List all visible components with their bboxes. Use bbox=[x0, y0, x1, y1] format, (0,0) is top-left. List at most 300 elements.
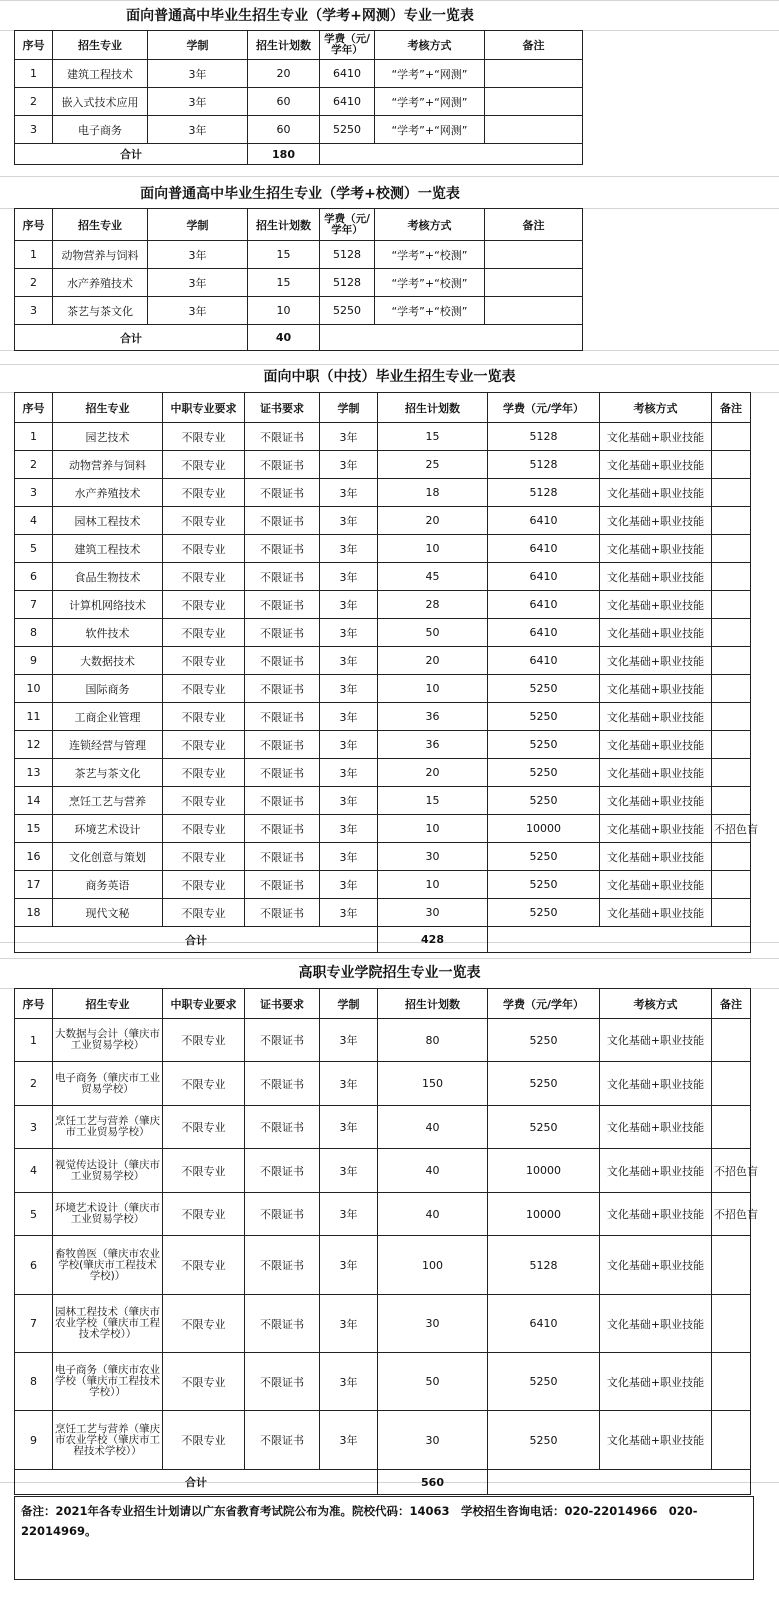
table-cell: 软件技术 bbox=[53, 619, 163, 647]
table-cell: 不招色盲 bbox=[712, 1149, 751, 1193]
table-row bbox=[15, 563, 751, 591]
table-cell: 不限专业 bbox=[163, 1062, 245, 1106]
table-cell: 文化基础+职业技能 bbox=[600, 1106, 712, 1149]
table-cell bbox=[488, 927, 751, 953]
table-cell: 不限专业 bbox=[163, 1019, 245, 1062]
table-cell: 6410 bbox=[488, 563, 600, 591]
table-cell: 文化基础+职业技能 bbox=[600, 619, 712, 647]
table-cell: 文化基础+职业技能 bbox=[600, 1411, 712, 1470]
table-cell: 60 bbox=[248, 88, 320, 116]
table-cell: 文化基础+职业技能 bbox=[600, 451, 712, 479]
table-cell: 3年 bbox=[320, 451, 378, 479]
table-cell: 文化基础+职业技能 bbox=[600, 1353, 712, 1411]
table-cell: 3年 bbox=[320, 507, 378, 535]
table-cell: 文化基础+职业技能 bbox=[600, 1193, 712, 1236]
table-cell bbox=[485, 269, 583, 297]
table-cell: 食品生物技术 bbox=[53, 563, 163, 591]
total-row bbox=[15, 1470, 751, 1495]
table-cell: 3年 bbox=[320, 899, 378, 927]
table-cell: 不限证书 bbox=[245, 423, 320, 451]
gridline bbox=[0, 958, 779, 959]
table-cell: 不限证书 bbox=[245, 815, 320, 843]
table-cell: 13 bbox=[15, 759, 53, 787]
table4-title: 高职专业学院招生专业一览表 bbox=[298, 965, 481, 981]
total-row bbox=[15, 927, 751, 953]
table-cell: 2 bbox=[15, 1062, 53, 1106]
table-cell: 不限证书 bbox=[245, 1295, 320, 1353]
table-cell: 不限专业 bbox=[163, 759, 245, 787]
table-cell: 6410 bbox=[488, 507, 600, 535]
table-row bbox=[15, 787, 751, 815]
table-cell bbox=[485, 60, 583, 88]
table-cell: 3年 bbox=[320, 759, 378, 787]
table-cell: 文化基础+职业技能 bbox=[600, 1295, 712, 1353]
table-row bbox=[15, 899, 751, 927]
table-cell: 视觉传达设计（肇庆市工业贸易学校） bbox=[53, 1149, 163, 1193]
table-row bbox=[15, 241, 583, 269]
table-cell: 3年 bbox=[148, 269, 248, 297]
column-header: 招生专业 bbox=[53, 393, 163, 423]
table-cell: 25 bbox=[378, 451, 488, 479]
table-cell: 20 bbox=[378, 759, 488, 787]
table-cell: 不限专业 bbox=[163, 1236, 245, 1295]
table-cell: 不限专业 bbox=[163, 1411, 245, 1470]
table-cell bbox=[712, 451, 751, 479]
total-value: 560 bbox=[378, 1470, 488, 1495]
column-header: 序号 bbox=[15, 209, 53, 241]
table-cell: 3年 bbox=[320, 1106, 378, 1149]
table-cell: 文化基础+职业技能 bbox=[600, 591, 712, 619]
table-cell: 10 bbox=[378, 675, 488, 703]
column-header: 考核方式 bbox=[600, 393, 712, 423]
table4 bbox=[14, 988, 758, 1495]
table-cell: 2 bbox=[15, 88, 53, 116]
table-cell: 3年 bbox=[320, 1411, 378, 1470]
table-cell bbox=[712, 535, 751, 563]
table-cell: 5250 bbox=[488, 675, 600, 703]
table-cell: 12 bbox=[15, 731, 53, 759]
table-cell: 园林工程技术（肇庆市农业学校（肇庆市工程技术学校）） bbox=[53, 1295, 163, 1353]
table-cell: 不限专业 bbox=[163, 563, 245, 591]
table-cell: 文化基础+职业技能 bbox=[600, 1062, 712, 1106]
table-cell: 3年 bbox=[148, 297, 248, 325]
table-cell: 15 bbox=[378, 787, 488, 815]
table-cell: 文化基础+职业技能 bbox=[600, 647, 712, 675]
table-row bbox=[15, 591, 751, 619]
table-cell: 10 bbox=[378, 535, 488, 563]
table-cell: 不限证书 bbox=[245, 787, 320, 815]
table-cell: 计算机网络技术 bbox=[53, 591, 163, 619]
table-cell bbox=[712, 647, 751, 675]
table-cell: 3年 bbox=[320, 703, 378, 731]
table-cell: 30 bbox=[378, 843, 488, 871]
table-cell bbox=[320, 325, 583, 351]
table-cell: 不限专业 bbox=[163, 423, 245, 451]
table-cell: 2 bbox=[15, 451, 53, 479]
table-cell: 不限证书 bbox=[245, 451, 320, 479]
table-cell: 不限专业 bbox=[163, 1295, 245, 1353]
table-cell: 不限专业 bbox=[163, 507, 245, 535]
table-cell: 不限专业 bbox=[163, 843, 245, 871]
table-cell: 大数据与会计（肇庆市工业贸易学校） bbox=[53, 1019, 163, 1062]
column-header: 招生计划数 bbox=[248, 209, 320, 241]
table-cell: 不限证书 bbox=[245, 759, 320, 787]
table-cell: 6410 bbox=[488, 1295, 600, 1353]
table-cell: 10 bbox=[378, 871, 488, 899]
table-cell: 3年 bbox=[320, 1019, 378, 1062]
table-cell: 17 bbox=[15, 871, 53, 899]
table-header-row bbox=[15, 393, 751, 423]
table-row bbox=[15, 1295, 751, 1353]
table-row bbox=[15, 88, 583, 116]
total-row bbox=[15, 144, 583, 165]
table-row bbox=[15, 731, 751, 759]
table-row bbox=[15, 535, 751, 563]
footer-note: 备注：2021年各专业招生计划请以广东省教育考试院公布为准。院校代码：14063 学校招生咨询电话：020-22014966 020-22014969。 bbox=[14, 1496, 754, 1580]
table-cell: 14 bbox=[15, 787, 53, 815]
table-cell: 5250 bbox=[488, 1353, 600, 1411]
table-row bbox=[15, 703, 751, 731]
table-cell: “学考”+“校测” bbox=[375, 297, 485, 325]
table-cell: 文化基础+职业技能 bbox=[600, 703, 712, 731]
table-cell: 1 bbox=[15, 241, 53, 269]
table-cell: 不限专业 bbox=[163, 591, 245, 619]
table-cell: 6410 bbox=[320, 60, 375, 88]
table-cell: 36 bbox=[378, 703, 488, 731]
table-cell: 3年 bbox=[320, 1353, 378, 1411]
table-cell: 9 bbox=[15, 1411, 53, 1470]
table-cell: 11 bbox=[15, 703, 53, 731]
table-cell: 4 bbox=[15, 1149, 53, 1193]
table-cell: 不限证书 bbox=[245, 1149, 320, 1193]
column-header: 中职专业要求 bbox=[163, 989, 245, 1019]
table-cell: 茶艺与茶文化 bbox=[53, 297, 148, 325]
table-row bbox=[15, 1411, 751, 1470]
table3 bbox=[14, 392, 758, 953]
total-label: 合计 bbox=[15, 1470, 378, 1495]
table-cell: 150 bbox=[378, 1062, 488, 1106]
table-cell: 5250 bbox=[488, 843, 600, 871]
table-cell: 20 bbox=[378, 507, 488, 535]
table-cell: 3年 bbox=[320, 591, 378, 619]
table-cell bbox=[712, 479, 751, 507]
table-cell: 5250 bbox=[488, 703, 600, 731]
table-cell: 3年 bbox=[320, 815, 378, 843]
table-cell: 3年 bbox=[320, 1193, 378, 1236]
table-cell bbox=[712, 423, 751, 451]
table-cell: 不限专业 bbox=[163, 1193, 245, 1236]
table-cell: 不限证书 bbox=[245, 1106, 320, 1149]
table-cell: 园艺技术 bbox=[53, 423, 163, 451]
table-cell: 28 bbox=[378, 591, 488, 619]
column-header: 考核方式 bbox=[600, 989, 712, 1019]
table-cell: 30 bbox=[378, 899, 488, 927]
table-cell: 3年 bbox=[148, 241, 248, 269]
table-row bbox=[15, 479, 751, 507]
total-value: 428 bbox=[378, 927, 488, 953]
table-cell bbox=[712, 619, 751, 647]
table-cell: 3年 bbox=[148, 60, 248, 88]
table-cell: 3年 bbox=[320, 843, 378, 871]
table-cell: 畜牧兽医（肇庆市农业学校(肇庆市工程技术学校)） bbox=[53, 1236, 163, 1295]
table-cell: 6 bbox=[15, 563, 53, 591]
table-cell: 36 bbox=[378, 731, 488, 759]
table-cell: 6410 bbox=[320, 88, 375, 116]
table-cell: 3 bbox=[15, 297, 53, 325]
table-cell: 不限专业 bbox=[163, 535, 245, 563]
table-cell: 不限专业 bbox=[163, 899, 245, 927]
table-cell: 5128 bbox=[488, 1236, 600, 1295]
table-cell: 不限证书 bbox=[245, 1062, 320, 1106]
table-cell: 3年 bbox=[320, 787, 378, 815]
table-cell: 文化基础+职业技能 bbox=[600, 423, 712, 451]
table-cell bbox=[712, 703, 751, 731]
total-label: 合计 bbox=[15, 325, 248, 351]
table-cell: 6 bbox=[15, 1236, 53, 1295]
table-cell: 1 bbox=[15, 423, 53, 451]
table-cell bbox=[712, 563, 751, 591]
table-cell: 3年 bbox=[320, 535, 378, 563]
table-cell: “学考”+“校测” bbox=[375, 269, 485, 297]
table-cell: 文化基础+职业技能 bbox=[600, 535, 712, 563]
table-cell: 动物营养与饲料 bbox=[53, 451, 163, 479]
column-header: 学费（元/学年） bbox=[320, 31, 375, 60]
table-row bbox=[15, 1193, 751, 1236]
table-cell: 5250 bbox=[488, 759, 600, 787]
table-cell bbox=[712, 1236, 751, 1295]
column-header: 招生计划数 bbox=[248, 31, 320, 60]
table-row bbox=[15, 1062, 751, 1106]
table-cell: 3年 bbox=[320, 563, 378, 591]
table-row bbox=[15, 619, 751, 647]
column-header: 学费（元/学年） bbox=[488, 989, 600, 1019]
column-header: 学制 bbox=[320, 989, 378, 1019]
column-header: 学制 bbox=[148, 31, 248, 60]
table-cell: 3年 bbox=[320, 1295, 378, 1353]
table-cell: 文化创意与策划 bbox=[53, 843, 163, 871]
column-header: 序号 bbox=[15, 989, 53, 1019]
table-cell bbox=[712, 787, 751, 815]
table-row bbox=[15, 1019, 751, 1062]
table-cell: 1 bbox=[15, 60, 53, 88]
table-cell: 不限证书 bbox=[245, 899, 320, 927]
column-header: 备注 bbox=[485, 31, 583, 60]
table-cell: 不限专业 bbox=[163, 1106, 245, 1149]
table-header-row bbox=[15, 31, 583, 60]
table2 bbox=[14, 208, 583, 351]
table-cell: 1 bbox=[15, 1019, 53, 1062]
table-cell: 3年 bbox=[320, 647, 378, 675]
table-cell bbox=[712, 591, 751, 619]
table-cell: 文化基础+职业技能 bbox=[600, 1236, 712, 1295]
table-cell: 5250 bbox=[488, 1019, 600, 1062]
table-cell: 建筑工程技术 bbox=[53, 60, 148, 88]
table-cell: “学考”+“网测” bbox=[375, 60, 485, 88]
table2-body bbox=[15, 209, 583, 351]
table-cell: 30 bbox=[378, 1411, 488, 1470]
table-header-row bbox=[15, 209, 583, 241]
table-cell: 连锁经营与管理 bbox=[53, 731, 163, 759]
table-cell bbox=[712, 843, 751, 871]
table-cell: 18 bbox=[378, 479, 488, 507]
table-cell: 10000 bbox=[488, 815, 600, 843]
table-cell: 电子商务（肇庆市工业贸易学校） bbox=[53, 1062, 163, 1106]
table-cell: 不限专业 bbox=[163, 479, 245, 507]
total-value: 40 bbox=[248, 325, 320, 351]
table-row bbox=[15, 451, 751, 479]
table-cell: 不限专业 bbox=[163, 619, 245, 647]
table-cell: 9 bbox=[15, 647, 53, 675]
table-row bbox=[15, 871, 751, 899]
table-cell: 不限证书 bbox=[245, 871, 320, 899]
table-cell: 3年 bbox=[320, 479, 378, 507]
table-cell: 不限证书 bbox=[245, 1019, 320, 1062]
table-cell: 环境艺术设计 bbox=[53, 815, 163, 843]
table-cell: 不限证书 bbox=[245, 507, 320, 535]
column-header: 招生专业 bbox=[53, 989, 163, 1019]
table-cell bbox=[488, 1470, 751, 1495]
table3-title: 面向中职（中技）毕业生招生专业一览表 bbox=[263, 369, 516, 385]
table-row bbox=[15, 647, 751, 675]
table-cell: 不招色盲 bbox=[712, 1193, 751, 1236]
table-cell: 烹饪工艺与营养 bbox=[53, 787, 163, 815]
table-cell: 文化基础+职业技能 bbox=[600, 899, 712, 927]
table-cell: 60 bbox=[248, 116, 320, 144]
table-cell: 15 bbox=[248, 241, 320, 269]
table-cell: 30 bbox=[378, 1295, 488, 1353]
table-cell: 6410 bbox=[488, 647, 600, 675]
column-header: 学制 bbox=[320, 393, 378, 423]
column-header: 中职专业要求 bbox=[163, 393, 245, 423]
gridline bbox=[0, 364, 779, 365]
table-cell: 文化基础+职业技能 bbox=[600, 675, 712, 703]
table-cell: 40 bbox=[378, 1106, 488, 1149]
table-cell: 3年 bbox=[320, 675, 378, 703]
total-value: 180 bbox=[248, 144, 320, 165]
table-cell: 不限专业 bbox=[163, 731, 245, 759]
table-cell bbox=[712, 1106, 751, 1149]
table4-body bbox=[15, 989, 758, 1495]
table-cell bbox=[712, 1411, 751, 1470]
table-cell: 不限证书 bbox=[245, 563, 320, 591]
table-cell: 3年 bbox=[148, 116, 248, 144]
table-cell: 5128 bbox=[320, 269, 375, 297]
table-cell: 3年 bbox=[148, 88, 248, 116]
table-row bbox=[15, 297, 583, 325]
table-cell: 不限证书 bbox=[245, 731, 320, 759]
table-cell: 文化基础+职业技能 bbox=[600, 507, 712, 535]
table-row bbox=[15, 759, 751, 787]
table-cell: 文化基础+职业技能 bbox=[600, 1149, 712, 1193]
table-cell: 不限专业 bbox=[163, 647, 245, 675]
table-cell: 文化基础+职业技能 bbox=[600, 843, 712, 871]
table-cell: 2 bbox=[15, 269, 53, 297]
table-cell bbox=[485, 88, 583, 116]
column-header: 招生专业 bbox=[53, 209, 148, 241]
table-cell: 文化基础+职业技能 bbox=[600, 1019, 712, 1062]
table-cell: 环境艺术设计（肇庆市工业贸易学校） bbox=[53, 1193, 163, 1236]
table-cell: 5250 bbox=[488, 899, 600, 927]
table-cell: 大数据技术 bbox=[53, 647, 163, 675]
table-cell bbox=[712, 871, 751, 899]
table-cell: 18 bbox=[15, 899, 53, 927]
table-row bbox=[15, 815, 751, 843]
table-cell: 16 bbox=[15, 843, 53, 871]
column-header: 招生专业 bbox=[53, 31, 148, 60]
table-row bbox=[15, 60, 583, 88]
table2-title: 面向普通高中毕业生招生专业（学考+校测）一览表 bbox=[140, 186, 460, 202]
table-cell: 不限证书 bbox=[245, 535, 320, 563]
table-cell: 3 bbox=[15, 479, 53, 507]
table-cell: 3年 bbox=[320, 1149, 378, 1193]
table-row bbox=[15, 269, 583, 297]
table-cell: 7 bbox=[15, 591, 53, 619]
total-label: 合计 bbox=[15, 144, 248, 165]
table-cell: 不限专业 bbox=[163, 1149, 245, 1193]
table-cell: 5250 bbox=[320, 297, 375, 325]
table-cell: 5250 bbox=[488, 1411, 600, 1470]
table-cell: 不限证书 bbox=[245, 591, 320, 619]
table-cell: 5128 bbox=[320, 241, 375, 269]
table-cell: 8 bbox=[15, 1353, 53, 1411]
table-cell: 5128 bbox=[488, 423, 600, 451]
table-cell: 3年 bbox=[320, 1062, 378, 1106]
table1-body bbox=[15, 31, 583, 165]
table-cell: 8 bbox=[15, 619, 53, 647]
column-header: 学制 bbox=[148, 209, 248, 241]
table-cell: 10 bbox=[378, 815, 488, 843]
gridline bbox=[0, 0, 779, 1]
table-cell: 不限证书 bbox=[245, 1193, 320, 1236]
table-cell: 50 bbox=[378, 619, 488, 647]
table-cell: 不限专业 bbox=[163, 451, 245, 479]
table-cell: 15 bbox=[248, 269, 320, 297]
table-cell: 文化基础+职业技能 bbox=[600, 479, 712, 507]
table-row bbox=[15, 1149, 751, 1193]
table-cell: 20 bbox=[378, 647, 488, 675]
table-cell: 不限证书 bbox=[245, 479, 320, 507]
gridline bbox=[0, 176, 779, 177]
table-cell: 不限证书 bbox=[245, 1411, 320, 1470]
table-cell: “学考”+“校测” bbox=[375, 241, 485, 269]
table-cell: 文化基础+职业技能 bbox=[600, 787, 712, 815]
table-cell: 5 bbox=[15, 1193, 53, 1236]
table-cell: 水产养殖技术 bbox=[53, 269, 148, 297]
table-cell: 不限专业 bbox=[163, 675, 245, 703]
table-cell: 3年 bbox=[320, 731, 378, 759]
table-cell bbox=[712, 731, 751, 759]
table-cell: 文化基础+职业技能 bbox=[600, 731, 712, 759]
total-label: 合计 bbox=[15, 927, 378, 953]
column-header: 序号 bbox=[15, 31, 53, 60]
table-cell: 5128 bbox=[488, 479, 600, 507]
table-cell bbox=[485, 116, 583, 144]
table-cell: 5250 bbox=[488, 731, 600, 759]
table-cell: 文化基础+职业技能 bbox=[600, 759, 712, 787]
table-cell: 不限专业 bbox=[163, 1353, 245, 1411]
table-cell bbox=[712, 1062, 751, 1106]
table-row bbox=[15, 423, 751, 451]
table-cell: 建筑工程技术 bbox=[53, 535, 163, 563]
table-cell bbox=[712, 1295, 751, 1353]
table-cell: 6410 bbox=[488, 619, 600, 647]
table-cell: 不限专业 bbox=[163, 871, 245, 899]
table-cell: “学考”+“网测” bbox=[375, 88, 485, 116]
table-cell: 不限证书 bbox=[245, 675, 320, 703]
table-cell: 3年 bbox=[320, 871, 378, 899]
table-cell: 50 bbox=[378, 1353, 488, 1411]
table-cell: 45 bbox=[378, 563, 488, 591]
